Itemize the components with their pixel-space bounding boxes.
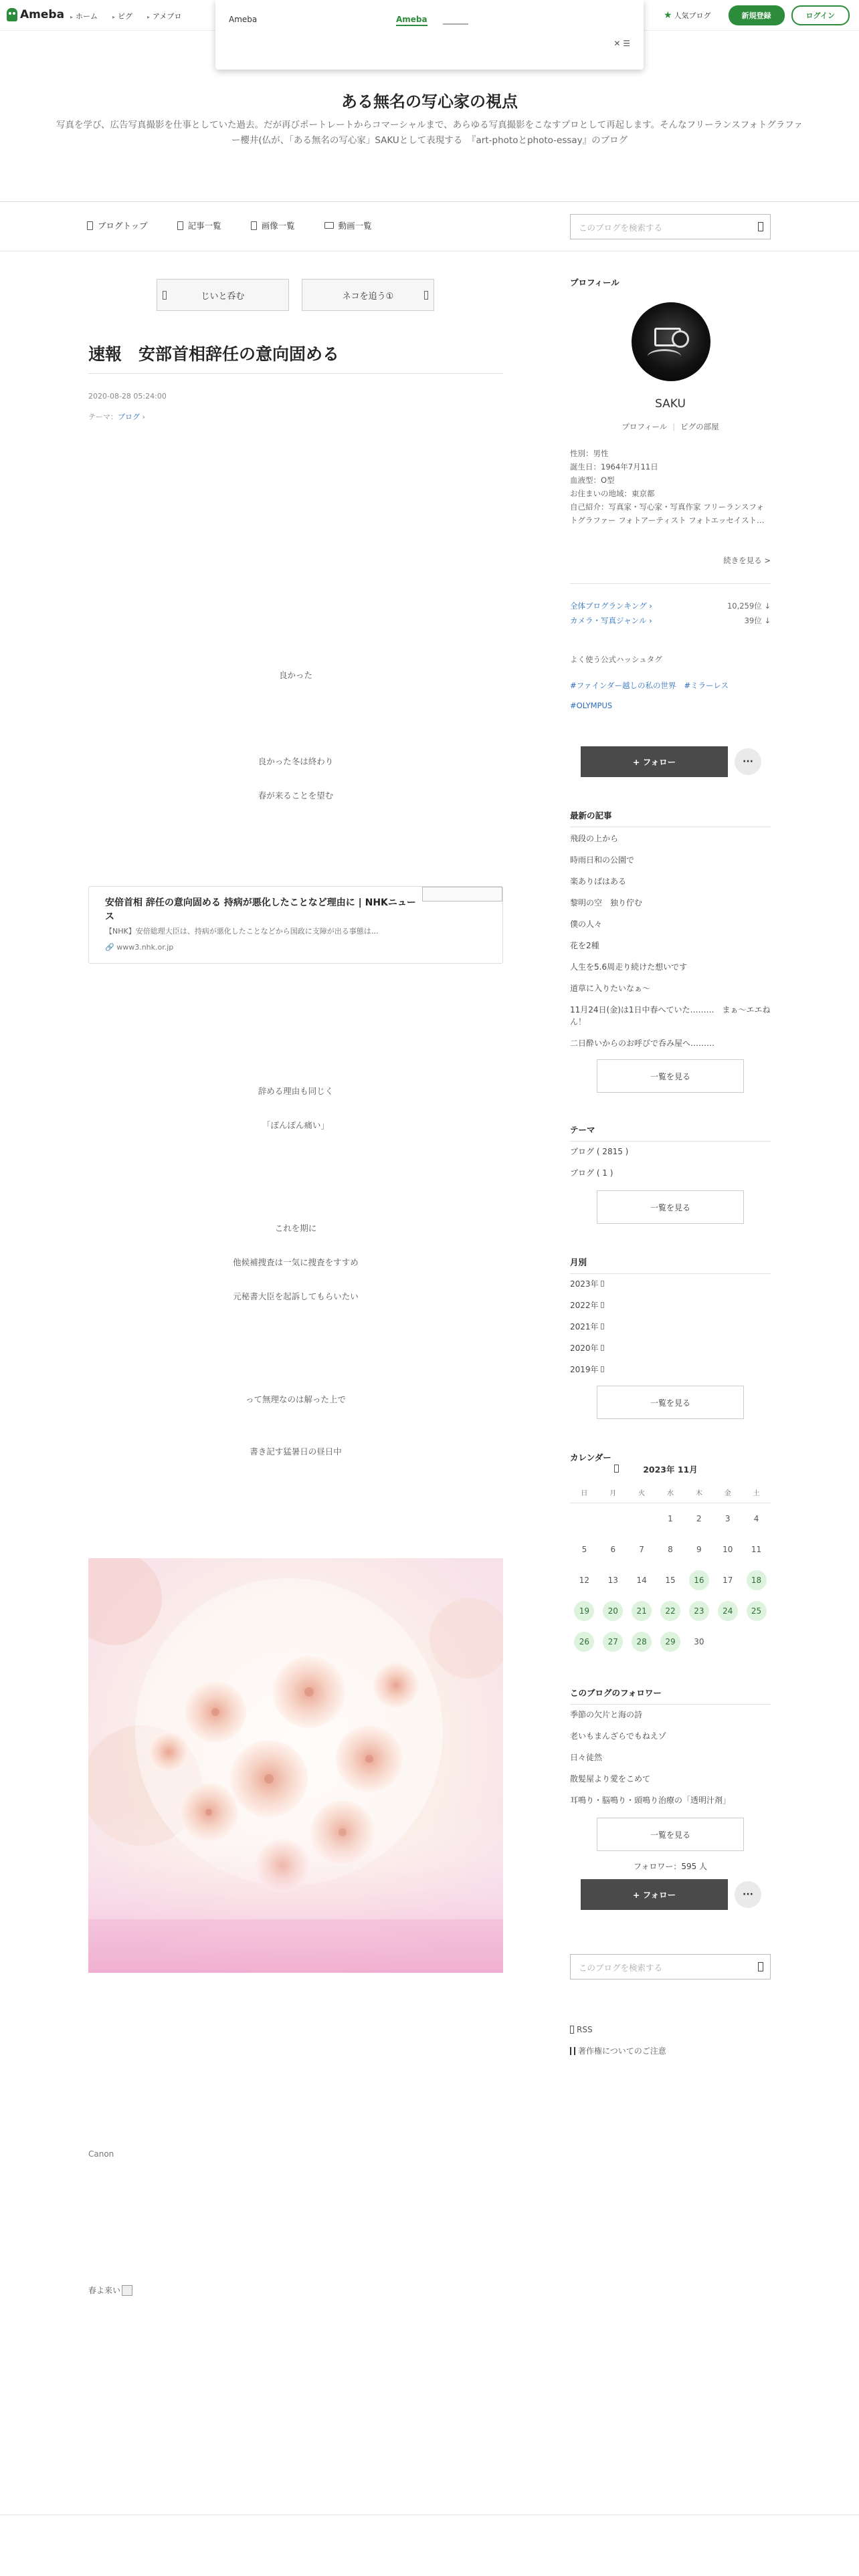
list-item[interactable]: 黎明の空 独り佇む <box>570 898 643 907</box>
arrow-down-icon: ↓ <box>764 616 771 625</box>
entry-theme-link[interactable]: ブログ <box>118 413 140 421</box>
list-item[interactable]: ブログ ( 1 ) <box>570 1168 613 1178</box>
login-button[interactable]: ログイン <box>791 5 850 25</box>
ranking-all[interactable]: 全体ブログランキング › 10,259位 ↓ <box>570 601 771 611</box>
link-icon: 🔗 <box>105 943 117 952</box>
nav-blog-top[interactable]: ブログトップ <box>87 219 148 231</box>
month-list-button[interactable]: 一覧を見る <box>597 1386 744 1419</box>
rss-link[interactable]: RSS <box>570 2025 593 2034</box>
popup-title: Ameba <box>229 15 258 24</box>
follow-row <box>581 746 761 777</box>
month-list <box>570 1273 771 1380</box>
list-item[interactable]: 11月24日(金)は1日中春へていた……… まぁ～エエねん！ <box>570 1005 771 1027</box>
expand-icon <box>601 1302 604 1308</box>
chevron-right-icon <box>424 291 428 300</box>
list-item[interactable]: 老いもまんざらでもねえゾ <box>570 1731 666 1741</box>
link-card-description: 【NHK】安倍総理大臣は、持病が悪化したことなどから国政に支障が出る事態は… <box>105 927 379 936</box>
calendar-month: 2023年 11月 <box>643 1465 698 1475</box>
list-item[interactable]: 季節の欠片と海の詩 <box>570 1710 643 1719</box>
entry-text: って無理なのは解った上で <box>245 1394 346 1404</box>
theme-heading: テーマ <box>570 1123 771 1142</box>
calendar-day <box>628 1503 656 1534</box>
follower-list-button[interactable]: 一覧を見る <box>597 1818 744 1851</box>
blog-title[interactable]: ある無名の写心家の視点 <box>341 92 518 111</box>
hashtag-link[interactable]: #ミラーレス <box>684 681 729 690</box>
profile-info: 性別：男性 誕生日：1964年7月11日 血液型：O型 お住まいの地域：東京都 自己紹介：写真家・写心家・写真作家 フリーランスフォトグラファー フォトアーティスト フォトエッセイスト… <box>570 449 765 525</box>
calendar-day: 12 <box>579 1576 590 1585</box>
list-item[interactable]: 楽ありばはある <box>570 877 627 886</box>
register-button[interactable]: 新規登録 <box>729 5 785 25</box>
calendar-day[interactable]: 19 <box>570 1596 599 1626</box>
cherry-blossom-photo[interactable] <box>88 1558 503 1973</box>
calendar-day: 15 <box>665 1576 676 1585</box>
list-item[interactable]: 2020年 <box>570 1337 771 1359</box>
calendar-day: 10 <box>723 1545 733 1554</box>
profile-name[interactable]: SAKU <box>655 397 686 411</box>
calendar-day[interactable]: 21 <box>628 1596 656 1626</box>
header-actions <box>664 5 850 25</box>
blog-description: 写真を学び、広告写真撮影を仕事としていた過去。だが再びポートレートからコマーシャルまで、あらゆる写真撮影をこなすプロとして再起します。そんなフリーランスフォトグラファー櫻井(仏が、「ある無名の写心家」SAKUとして表現する 『art-photoとphoto-essay』のブログ <box>56 120 803 146</box>
spring-text: 春よ来い <box>88 2284 132 2296</box>
hashtag-heading: よく使う公式ハッシュタグ <box>570 655 662 664</box>
divider <box>0 2514 859 2515</box>
list-item[interactable]: 僕の人々 <box>570 920 603 929</box>
calendar-day[interactable]: 25 <box>742 1596 771 1626</box>
home-icon <box>87 221 93 230</box>
expand-icon <box>601 1323 604 1329</box>
list-item[interactable]: 2022年 <box>570 1295 771 1316</box>
calendar-day[interactable]: 16 <box>684 1565 713 1596</box>
entry-text: 元秘書大臣を起訴してもらいたい <box>233 1291 359 1301</box>
copyright-icon <box>570 2047 575 2055</box>
calendar-day: 13 <box>607 1576 618 1585</box>
nav-entry-list[interactable]: 記事一覧 <box>177 219 221 231</box>
link-card-url: 🔗 www3.nhk.or.jp <box>105 943 174 952</box>
list-item[interactable]: 日々徒然 <box>570 1753 603 1762</box>
calendar-day <box>599 1503 628 1534</box>
calendar-heading: カレンダー <box>570 1453 611 1463</box>
list-item[interactable]: 二日酔いからのお呼びで呑み屋へ……… <box>570 1039 715 1048</box>
link-card-thumbnail <box>422 887 502 901</box>
list-item[interactable]: 道草に入りたいなぁ～ <box>570 984 651 993</box>
follow-button[interactable]: + フォロー <box>581 746 728 777</box>
follow-row-bottom <box>581 1879 761 1910</box>
list-item[interactable]: 花を2種 <box>570 941 599 950</box>
entry-text: 「ぽんぽん痛い」 <box>262 1120 329 1130</box>
star-icon: ★ <box>663 10 672 21</box>
calendar-day[interactable]: 26 <box>570 1626 599 1657</box>
document-icon <box>177 221 183 230</box>
calendar-day <box>742 1626 771 1657</box>
calendar-weekday: 木 <box>684 1485 713 1503</box>
camera-text: Canon <box>88 2149 114 2159</box>
list-item[interactable]: ブログ ( 2815 ) <box>570 1147 629 1156</box>
copyright-link[interactable]: 著作権についてのご注意 <box>570 2045 666 2056</box>
blog-search-input[interactable] <box>570 214 771 239</box>
calendar-day: 8 <box>668 1545 673 1554</box>
video-icon <box>324 222 334 229</box>
calendar-day[interactable]: 28 <box>628 1626 656 1657</box>
ameba-logo-icon <box>7 8 17 21</box>
calendar-day <box>713 1626 742 1657</box>
calendar-day: 11 <box>751 1545 762 1554</box>
calendar-weekday: 月 <box>599 1485 628 1503</box>
list-item[interactable]: 2019年 <box>570 1359 771 1380</box>
list-item[interactable]: 時雨日和の公園で <box>570 855 635 865</box>
expand-icon <box>601 1366 604 1372</box>
calendar-weekday: 土 <box>742 1485 771 1503</box>
nav-ameblo[interactable]: ▸ アメブロ <box>147 12 182 21</box>
arrow-down-icon: ↓ <box>764 601 771 611</box>
popup-link[interactable]: Ameba <box>396 15 427 26</box>
calendar-day[interactable]: 23 <box>684 1596 713 1626</box>
link-card-title: 安倍首相 辞任の意向固める 持病が悪化したことなど理由に | NHKニュース <box>105 897 416 922</box>
entry-title: 速報 安部首相辞任の意向固める <box>88 344 340 364</box>
profile-heading: プロフィール <box>570 278 619 288</box>
recent-list-button[interactable]: 一覧を見る <box>597 1059 744 1093</box>
calendar-day: 9 <box>696 1545 702 1554</box>
follow-button[interactable]: + フォロー <box>581 1879 728 1910</box>
chevron-right-icon: ▸ <box>70 14 74 20</box>
calendar-day: 3 <box>725 1514 731 1523</box>
hashtag-link[interactable]: #ファインダー越しの私の世界 <box>570 681 676 690</box>
search-icon[interactable] <box>758 1962 763 1971</box>
follower-list <box>570 1704 771 1811</box>
calendar-day: 14 <box>636 1576 647 1585</box>
search-placeholder: このブログを検索する <box>579 223 663 233</box>
next-entry-button[interactable]: ネコを追う① <box>302 279 434 311</box>
sidebar-search-input[interactable] <box>570 1954 771 1979</box>
chevron-left-icon <box>163 291 167 300</box>
calendar-day[interactable]: 24 <box>713 1596 742 1626</box>
rss-icon <box>570 2026 574 2034</box>
entry-text: 良かった冬は終わり <box>258 756 334 766</box>
calendar-day[interactable]: 29 <box>656 1626 685 1657</box>
embedded-link-card[interactable] <box>88 886 503 964</box>
entry-text: 良かった <box>278 670 312 680</box>
entry-theme: テーマ：ブログ › <box>88 413 145 421</box>
profile-more-link[interactable]: 続きを見る > <box>723 556 771 565</box>
hashtag-list <box>570 675 771 716</box>
calendar-grid <box>570 1485 771 1657</box>
calendar-day <box>570 1503 599 1534</box>
calendar-day[interactable]: 18 <box>742 1565 771 1596</box>
logo-text: Ameba <box>20 8 65 21</box>
month-heading: 月別 <box>570 1256 771 1274</box>
blog-nav <box>87 219 372 231</box>
calendar-day: 2 <box>696 1514 702 1523</box>
calendar-day: 6 <box>610 1545 616 1554</box>
calendar-weekday: 水 <box>656 1485 685 1503</box>
expand-icon <box>601 1345 604 1351</box>
calendar-day: 1 <box>668 1514 673 1523</box>
entry-date: 2020-08-28 05:24:00 <box>88 392 167 401</box>
entry-text: 春が来ることを望む <box>258 790 334 800</box>
calendar-day[interactable]: 20 <box>599 1596 628 1626</box>
list-item[interactable]: 散髪屋より愛をこめて <box>570 1774 651 1784</box>
theme-list-button[interactable]: 一覧を見る <box>597 1190 744 1224</box>
nav-home[interactable]: ▸ ホーム <box>70 12 98 21</box>
divider <box>88 373 503 374</box>
calendar-day[interactable]: 22 <box>656 1596 685 1626</box>
entry-text: 辞める理由も同じく <box>258 1086 334 1096</box>
avatar[interactable] <box>632 302 710 381</box>
broken-image-icon <box>122 2285 132 2296</box>
list-item[interactable]: 耳鳴り・脳鳴り・頭鳴り治療の「透明汁剤」 <box>570 1796 731 1805</box>
profile-link[interactable]: プロフィール <box>622 422 668 431</box>
follower-count: フォロワー：595 人 <box>633 1862 708 1871</box>
nav-pig[interactable]: ▸ ピグ <box>112 12 133 21</box>
list-item[interactable]: 2021年 <box>570 1316 771 1337</box>
theme-list <box>570 1141 771 1184</box>
list-item[interactable]: 飛段の上から <box>570 834 619 843</box>
search-placeholder: このブログを検索する <box>579 1963 663 1973</box>
chevron-right-icon: ▸ <box>112 14 116 20</box>
expand-icon <box>601 1281 604 1287</box>
nav-image-list[interactable]: 画像一覧 <box>251 219 295 231</box>
entry-text: これを期に <box>274 1223 317 1233</box>
more-options-button[interactable]: ··· <box>735 748 761 775</box>
search-icon[interactable] <box>758 222 763 231</box>
divider <box>570 583 771 584</box>
calendar-weekday: 金 <box>713 1485 742 1503</box>
list-item[interactable]: 人生を5.6周走り続けた想いです <box>570 962 688 972</box>
profile-links: プロフィール | ピグの部屋 <box>622 422 719 431</box>
global-nav <box>70 11 181 21</box>
popular-blog-link[interactable]: ★ 人気ブログ <box>663 10 711 21</box>
list-item[interactable]: 2023年 <box>570 1273 771 1295</box>
chevron-right-icon: ▸ <box>147 14 151 20</box>
calendar-day[interactable]: 27 <box>599 1626 628 1657</box>
image-icon <box>251 221 257 230</box>
ranking-genre[interactable]: カメラ・写真ジャンル › 39位 ↓ <box>570 616 771 625</box>
more-options-button[interactable]: ··· <box>735 1881 761 1908</box>
calendar-day: 5 <box>581 1545 587 1554</box>
calendar-day: 4 <box>753 1514 759 1523</box>
calendar-weekday: 火 <box>628 1485 656 1503</box>
popup-close-button[interactable]: ✕ ☰ <box>613 39 630 48</box>
ameba-popup <box>215 0 644 70</box>
prev-entry-button[interactable]: じいと呑む <box>157 279 289 311</box>
lens-icon <box>672 330 689 348</box>
followers-heading: このブログのフォロワー <box>570 1687 771 1705</box>
calendar-day: 30 <box>694 1637 704 1646</box>
divider <box>0 201 859 202</box>
hashtag-link[interactable]: #OLYMPUS <box>570 701 613 710</box>
calendar-day: 7 <box>639 1545 644 1554</box>
calendar-day: 17 <box>723 1576 733 1585</box>
entry-text: 他候補捜査は一気に捜査をすすめ <box>233 1257 359 1267</box>
calendar-weekday: 日 <box>570 1485 599 1503</box>
entry-text: 書き記す猛暑日の昼日中 <box>250 1446 342 1457</box>
nav-video-list[interactable]: 動画一覧 <box>324 219 372 231</box>
popup-link-placeholder[interactable] <box>443 15 468 25</box>
pig-room-link[interactable]: ピグの部屋 <box>680 422 719 431</box>
recent-entries <box>570 828 771 1054</box>
ameba-logo[interactable] <box>7 8 64 21</box>
recent-heading: 最新の記事 <box>570 809 771 827</box>
